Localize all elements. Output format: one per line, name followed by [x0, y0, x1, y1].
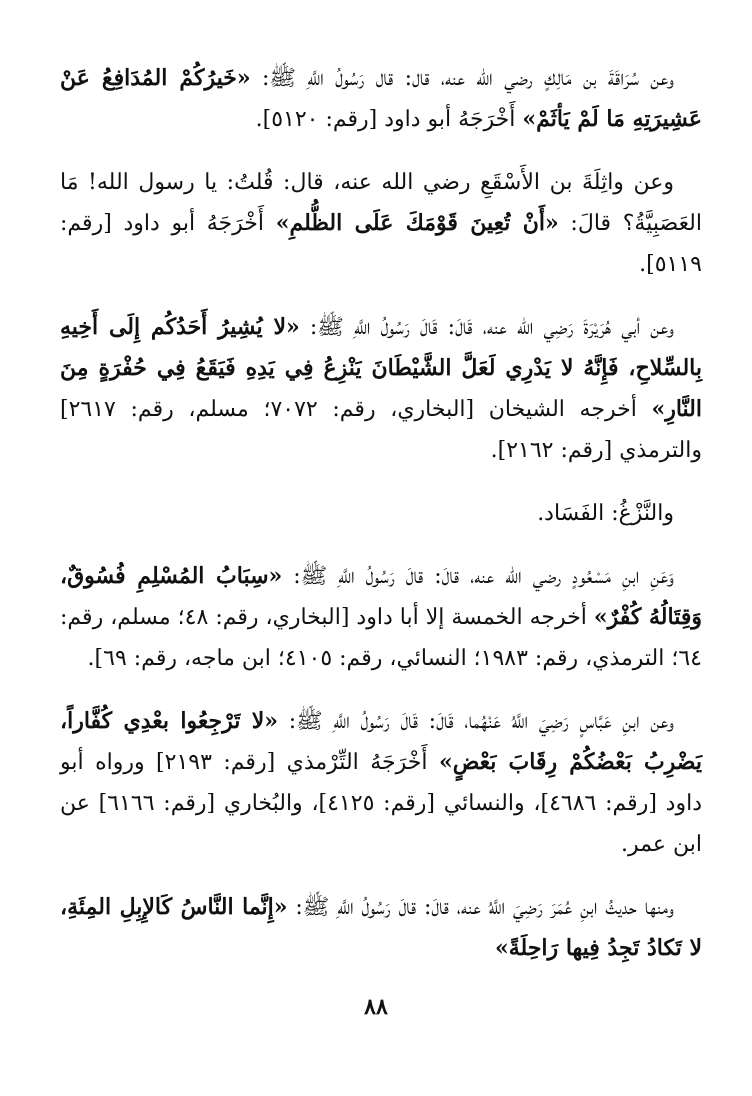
paragraph-ibn-abbas — [60, 701, 702, 865]
gloss-text: والنَّزْغُ: الفَسَاد. — [537, 501, 674, 526]
reference-text: أخرجه الخمسة إلا أبا داود [البخاري، رقم: ٤٨؛ مسلم، رقم: ٦٤؛ الترمذي، رقم: ١٩٨٣؛ النسائي، رقم: ٤١٠٥؛ ابن ماجه، رقم: ٦٩]. — [60, 605, 702, 671]
hadith-text: «أَنْ تُعِينَ قَوْمَكَ عَلَى الظُّلمِ» — [275, 210, 559, 236]
hadith-text: «لا يُشِيرُ أَحَدُكُم إِلَى أَخِيهِ بِالسِّلاحِ، فَإِنَّهُ لا يَدْرِي لَعَلَّ الشَّيْطَانَ يَنْزِعُ فِي يَدِهِ فَيَقَعُ فِي حُفْرَةٍ مِنَ النَّارِ» — [60, 314, 702, 422]
reference-text: أَخْرَجَهُ أبو داود [رقم: ٥١٢٠]. — [255, 107, 523, 132]
reference-text: أَخْرَجَهُ أبو داود [رقم: ٥١١٩]. — [60, 211, 702, 277]
paragraph-wathila — [60, 162, 702, 285]
hadith-text: «خَيرُكُمْ المُدَافِعُ عَنْ عَشِيرَتِهِ مَا لَمْ يَأثَمْ» — [60, 65, 702, 132]
reference-text: أخرجه الشيخان [البخاري، رقم: ٧٠٧٢؛ مسلم، رقم: ٢٦١٧] والترمذي [رقم: ٢١٦٢]. — [60, 397, 702, 463]
paragraph-ibn-masud — [60, 556, 702, 679]
intro-text: ومنها حديثُ ابنِ عُمَرَ رَضِيَ اللَّهُ عنه، قالَ: قالَ رَسُولُ اللَّهِ ﷺ: — [287, 895, 674, 920]
hadith-text: «إِنَّما النَّاسُ كَالإِبِلِ المِئَةِ، لا تَكادُ تَجِدُ فِيها رَاحِلَةً» — [60, 894, 702, 961]
hadith-text: «لا تَرْجِعُوا بعْدِي كُفَّاراً، يَضْرِبُ بَعْضُكُمْ رِقَابَ بَعْضٍ» — [60, 708, 703, 775]
intro-text: وعن أبي هُرَيْرَةَ رَضِي الله عنه، قَالَ: قَالَ رَسُولُ اللَّهِ ﷺ: — [299, 315, 674, 340]
paragraph-gloss — [60, 493, 702, 534]
paragraph-abu-hurayra — [60, 307, 702, 471]
intro-text: وعن ابنِ عَبَّاسٍ رَضِيَ اللَّهُ عَنْهُما، قَالَ: قَالَ رَسُولُ اللَّهِ ﷺ: — [278, 709, 675, 734]
intro-text: وَعَنِ ابنِ مَسْعُودٍ رضي الله عنه، قالَ: قالَ رَسُولُ اللَّهِ ﷺ: — [282, 564, 674, 589]
hadith-text: «سِبَابُ المُسْلِمِ فُسُوقٌ، وَقِتَالُهُ كُفْرٌ» — [60, 563, 702, 630]
paragraph-surāqa — [60, 58, 702, 140]
intro-text: وعن سُرَاقَةَ بن مَالِكٍ رضي الله عنه، قال: قال رَسُولُ اللَّهِ ﷺ: — [250, 66, 674, 91]
page-number: ٨٨ — [364, 994, 388, 1020]
page-body — [60, 58, 702, 991]
intro-text: وعن واثِلَةَ بن الأَسْقَعِ رضي الله عنه، قال: قُلتُ: يا رسول الله! مَا العَصَبِيَّةُ؟ قالَ: — [60, 170, 702, 236]
paragraph-ibn-umar — [60, 887, 702, 969]
reference-text: أَخْرَجَهُ التِّرْمذي [رقم: ٢١٩٣] ورواه أبو داود [رقم: ٤٦٨٦]، والنسائي [رقم: ٤١٢٥]، والبُخاري [رقم: ٦١٦٦] عن ابن عمر. — [60, 750, 703, 857]
